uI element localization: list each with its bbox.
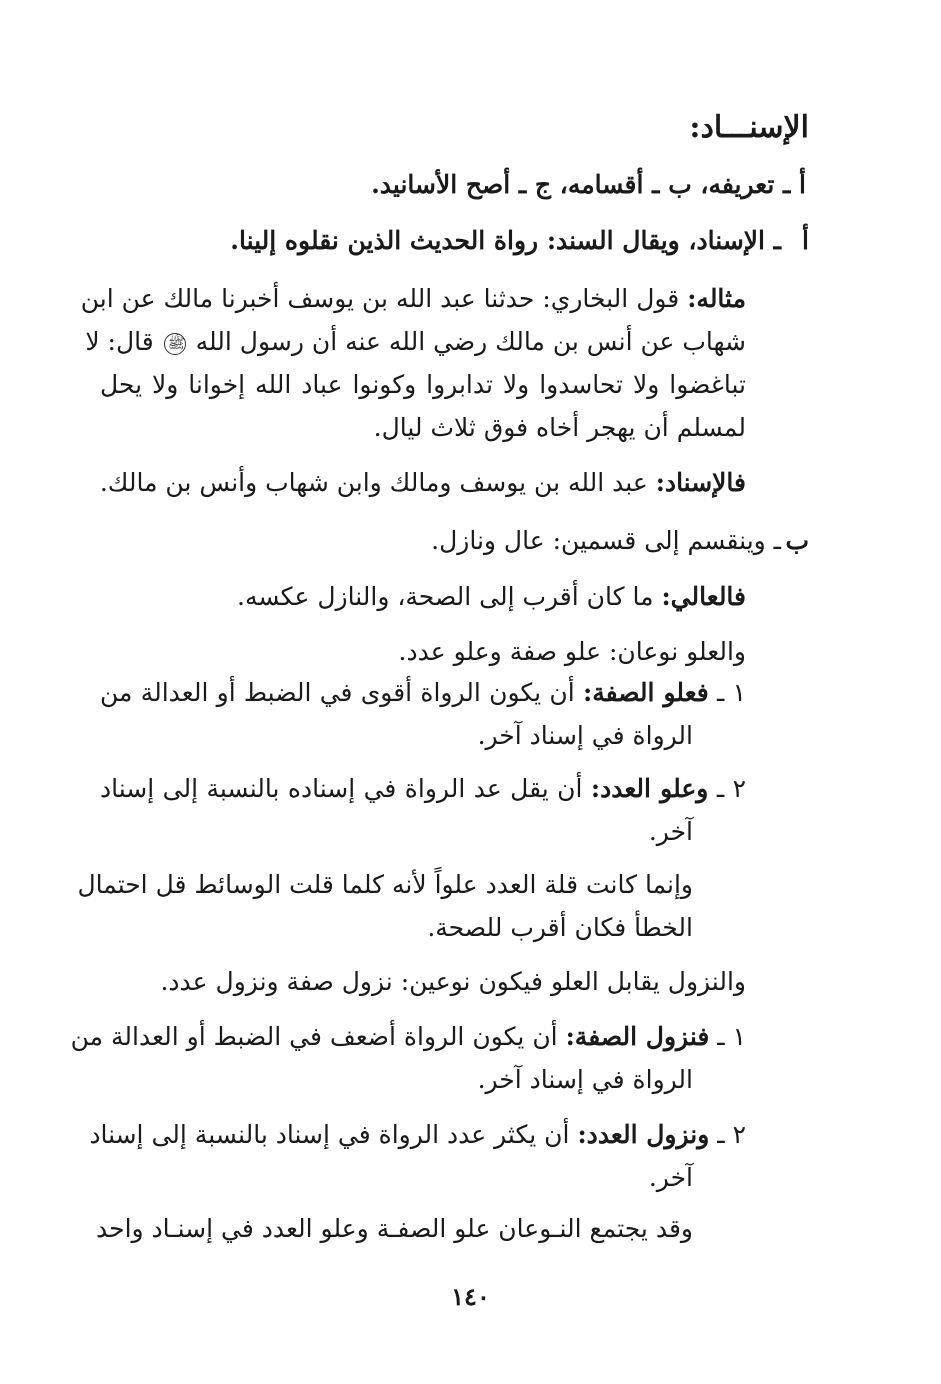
section-b-label: ب xyxy=(785,526,809,555)
reason-line-2: الخطأ فكان أقرب للصحة. xyxy=(427,913,693,942)
nuzul-sifa-number: ١ ـ xyxy=(717,1022,746,1051)
last-line: وقد يجتمع النـوعان علو الصفـة وعلو العدد في إسنـاد واحد xyxy=(96,1214,693,1243)
section-title: الإسنـــاد: xyxy=(689,110,809,145)
example-line2b-text: قال: لا xyxy=(85,327,154,356)
example-line1-text: قول البخاري: حدثنا عبد الله بن يوسف أخبرنا مالك عن ابن xyxy=(80,284,680,313)
nuzul-sifa-line-2: الرواة في إسناد آخر. xyxy=(477,1065,693,1094)
aali-lead: فالعالي: xyxy=(661,582,746,611)
reason-line-1: وإنما كانت قلة العدد علواً لأنه كلما قلت الوسائط قل احتمال xyxy=(77,870,693,899)
aali-text: ما كان أقرب إلى الصحة، والنازل عكسه. xyxy=(237,582,654,611)
uluw-sifa-line-2: الرواة في إسناد آخر. xyxy=(477,721,693,750)
uluw-adad-lead: وعلو العدد: xyxy=(590,774,709,803)
nuzul-adad-lead: ونزول العدد: xyxy=(577,1120,710,1149)
nuzul-adad-number: ٢ ـ xyxy=(717,1120,746,1149)
example-line-1 xyxy=(80,282,746,316)
outline-line: أ ـ تعريفه، ب ـ أقسامه، ج ـ أصح الأسانيد. xyxy=(371,170,806,199)
uluw-sifa-line1: أن يكون الرواة أقوى في الضبط أو العدالة من xyxy=(100,678,575,707)
nuzul-sifa-line1: أن يكون الرواة أضعف في الضبط أو العدالة من xyxy=(70,1022,558,1051)
section-a-definition: ـ الإسناد، ويقال السند: رواة الحديث الذين نقلوه إلينا. xyxy=(230,226,781,255)
nuzul-sifa-lead: فنزول الصفة: xyxy=(565,1022,710,1051)
section-b-definition: ـ وينقسم إلى قسمين: عال ونازل. xyxy=(431,526,781,555)
uluw-sifa-number: ١ ـ xyxy=(716,678,747,707)
isnad-definition xyxy=(100,466,746,500)
section-b-text xyxy=(100,524,781,558)
uluw-sifa-lead: فعلو الصفة: xyxy=(582,678,709,707)
example-line2a-text: شهاب عن أنس بن مالك رضي الله عنه أن رسول الله xyxy=(195,327,746,356)
page-number: ١٤٠ xyxy=(451,1282,490,1311)
uluw-adad-line1: أن يقل عد الرواة في إسناده بالنسبة إلى إسناد xyxy=(100,774,583,803)
nuzul-adad-line1: أن يكثر عدد الرواة في إسناد بالنسبة إلى إسناد xyxy=(89,1120,570,1149)
uluw-types: والعلو نوعان: علو صفة وعلو عدد. xyxy=(398,637,746,666)
nuzul-adad-line-1 xyxy=(89,1118,746,1152)
example-line3-text: تباغضوا ولا تحاسدوا ولا تدابروا وكونوا عباد الله إخوانا ولا يحل xyxy=(100,370,746,399)
example-line-2 xyxy=(85,325,746,359)
example-line4-text: لمسلم أن يهجر أخاه فوق ثلاث ليال. xyxy=(373,413,746,442)
isnad-text: عبد الله بن يوسف ومالك وابن شهاب وأنس بن مالك. xyxy=(99,468,648,497)
nuzul-adad-line-2: آخر. xyxy=(648,1163,693,1192)
section-a-label: أ xyxy=(802,226,809,255)
nuzul-sifa-line-1 xyxy=(70,1020,746,1054)
example-line-3 xyxy=(100,368,746,402)
uluw-adad-line-2: آخر. xyxy=(648,817,693,846)
example-lead: مثاله: xyxy=(687,284,746,313)
example-line-4 xyxy=(100,411,746,445)
section-a-text xyxy=(100,224,781,258)
aali-definition xyxy=(100,580,746,614)
uluw-adad-line-1 xyxy=(100,772,746,806)
pbuh-symbol-icon: ﷺ xyxy=(164,333,186,355)
isnad-lead: فالإسناد: xyxy=(655,468,746,497)
uluw-adad-number: ٢ ـ xyxy=(716,774,747,803)
nuzul-types: والنزول يقابل العلو فيكون نوعين: نزول صفة ونزول عدد. xyxy=(160,967,746,996)
uluw-sifa-line-1 xyxy=(100,676,746,710)
